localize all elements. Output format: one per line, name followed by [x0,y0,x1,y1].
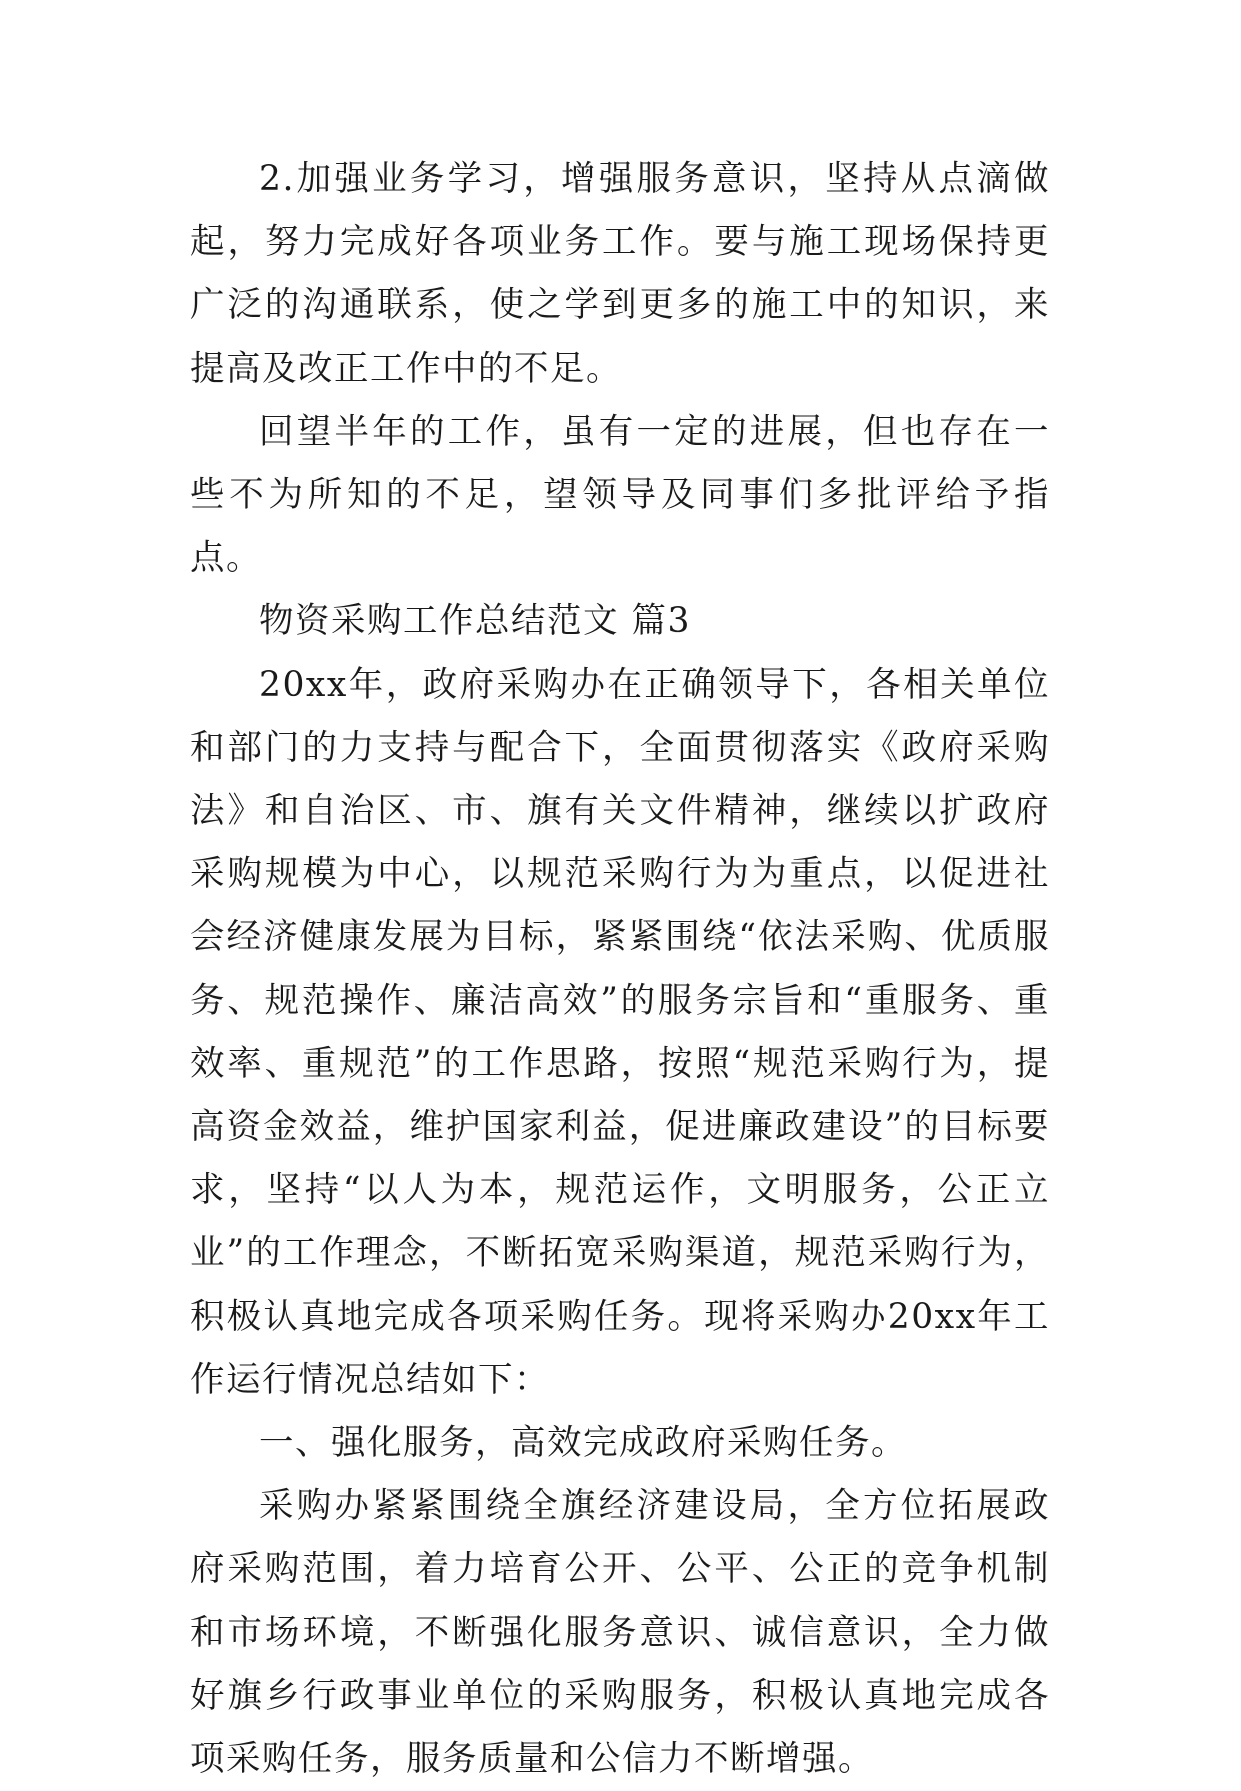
document-body [190,148,1050,1791]
paragraph-procurement-service: 采购办紧紧围绕全旗经济建设局，全方位拓展政府采购范围，着力培育公开、公平、公正的竞争机制和市场环境，不断强化服务意识、诚信意识，全力做好旗乡行政事业单位的采购服务，积极认真地完成各项采购任务，服务质量和公信力不断增强。 [190,1486,1050,1780]
section-heading: 物资采购工作总结范文 篇3 [259,601,691,642]
paragraph-subheading-service: 一、强化服务，高效完成政府采购任务。 [259,1423,907,1464]
paragraph-procurement-overview: 20xx年，政府采购办在正确领导下，各相关单位和部门的力支持与配合下，全面贯彻落实《政府采购法》和自治区、市、旗有关文件精神，继续以扩政府采购规模为中心，以规范采购行为为重点，以促进社会经济健康发展为目标，紧紧围绕“依法采购、优质服务、规范操作、廉洁高效”的服务宗旨和“重服务、重效率、重规范”的工作思路，按照“规范采购行为，提高资金效益，维护国家利益，促进廉政建设”的目标要求，坚持“以人为本，规范运作，文明服务，公正立业”的工作理念，不断拓宽采购渠道，规范采购行为，积极认真地完成各项采购任务。现将采购办20xx年工作运行情况总结如下： [190,664,1050,1400]
paragraph-half-year-review: 回望半年的工作，虽有一定的进展，但也存在一些不为所知的不足，望领导及同事们多批评给予指点。 [190,411,1050,579]
paragraph-study-service: 2.加强业务学习，增强服务意识，坚持从点滴做起，努力完成好各项业务工作。要与施工现场保持更广泛的沟通联系，使之学到更多的施工中的知识，来提高及改正工作中的不足。 [190,159,1050,389]
